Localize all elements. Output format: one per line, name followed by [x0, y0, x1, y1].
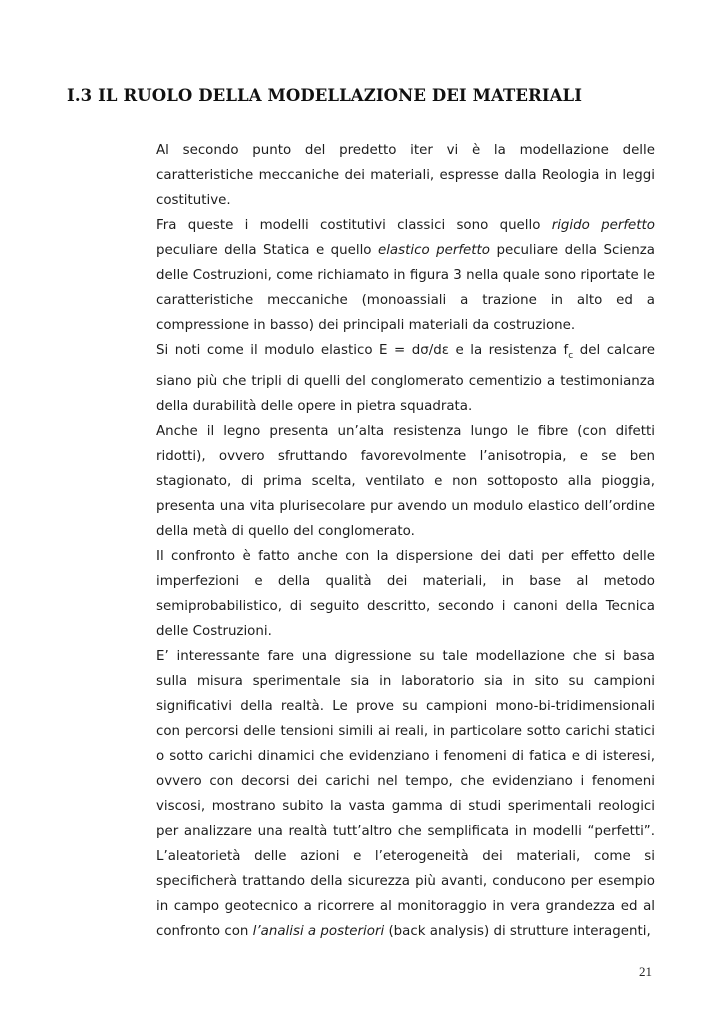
paragraph-2-text-a: Fra queste i modelli costitutivi classici sono quello: [156, 218, 552, 233]
paragraph-3: [156, 338, 655, 419]
subscript-c: c: [568, 351, 574, 361]
paragraph-2-text-b: peculiare della Statica e quello: [156, 243, 378, 258]
body-text: [156, 138, 655, 944]
paragraph-2-italic-rigido: rigido perfetto: [551, 218, 655, 233]
page-number: 21: [639, 964, 652, 979]
paragraph-2-italic-elastico: elastico perfetto: [377, 243, 490, 258]
paragraph-1: Al secondo punto del predetto iter vi è la modellazione delle caratteristiche meccaniche dei materiali, espresse dalla Reologia in leggi costitutive.: [156, 143, 655, 208]
paragraph-2: [156, 213, 655, 338]
paragraph-3-text-a: Si noti come il modulo elastico E = dσ/dε e la resistenza f: [156, 343, 569, 358]
section-heading: I.3 IL RUOLO DELLA MODELLAZIONE DEI MATERIALI: [67, 86, 583, 105]
paragraph-6-text-b: (back analysis) di strutture interagenti,: [384, 924, 651, 939]
paragraph-3-text-b: del calcare siano più che tripli di quelli del conglomerato cementizio a testimonianza della durabilità delle opere in pietra squadrata.: [156, 343, 655, 414]
paragraph-6: [156, 644, 655, 944]
paragraph-6-text-a: E’ interessante fare una digressione su tale modellazione che si basa sulla misura sperimentale sia in laboratorio sia in sito su campioni significativi della realtà. Le prove su campioni mono-bi-tridimensionali con percorsi delle tensioni simili ai reali, in particolare sotto carichi statici o sotto carichi dinamici che evidenziano i fenomeni di fatica e di isteresi, ovvero con decorsi dei carichi nel tempo, che evidenziano i fenomeni viscosi, mostrano subito la vasta gamma di studi sperimentali reologici per analizzare una realtà tutt’altro che semplificata in modelli “perfetti”. L’aleatorietà delle azioni e l’eterogeneità dei materiali, come si specificherà trattando della sicurezza più avanti, conducono per esempio in campo geotecnico a ricorrere al monitoraggio in vera grandezza ed al confronto con: [156, 649, 655, 939]
paragraph-5: Il confronto è fatto anche con la dispersione dei dati per effetto delle imperfezioni e della qualità dei materiali, in base al metodo semiprobabilistico, di seguito descritto, secondo i canoni della Tecnica delle Costruzioni.: [156, 549, 655, 639]
paragraph-6-italic-analisi: l’analisi a posteriori: [252, 924, 385, 939]
paragraph-2-text-c: peculiare della Scienza delle Costruzioni, come richiamato in figura 3 nella quale sono riportate le caratteristiche meccaniche (monoassiali a trazione in alto ed a compressione in basso) dei principali materiali da costruzione.: [156, 243, 655, 333]
paragraph-4: Anche il legno presenta un’alta resistenza lungo le fibre (con difetti ridotti), ovvero sfruttando favorevolmente l’anisotropia, e se ben stagionato, di prima scelta, ventilato e non sottoposto alla pioggia, presenta una vita plurisecolare pur avendo un modulo elastico dell’ordine della metà di quello del conglomerato.: [156, 424, 655, 539]
